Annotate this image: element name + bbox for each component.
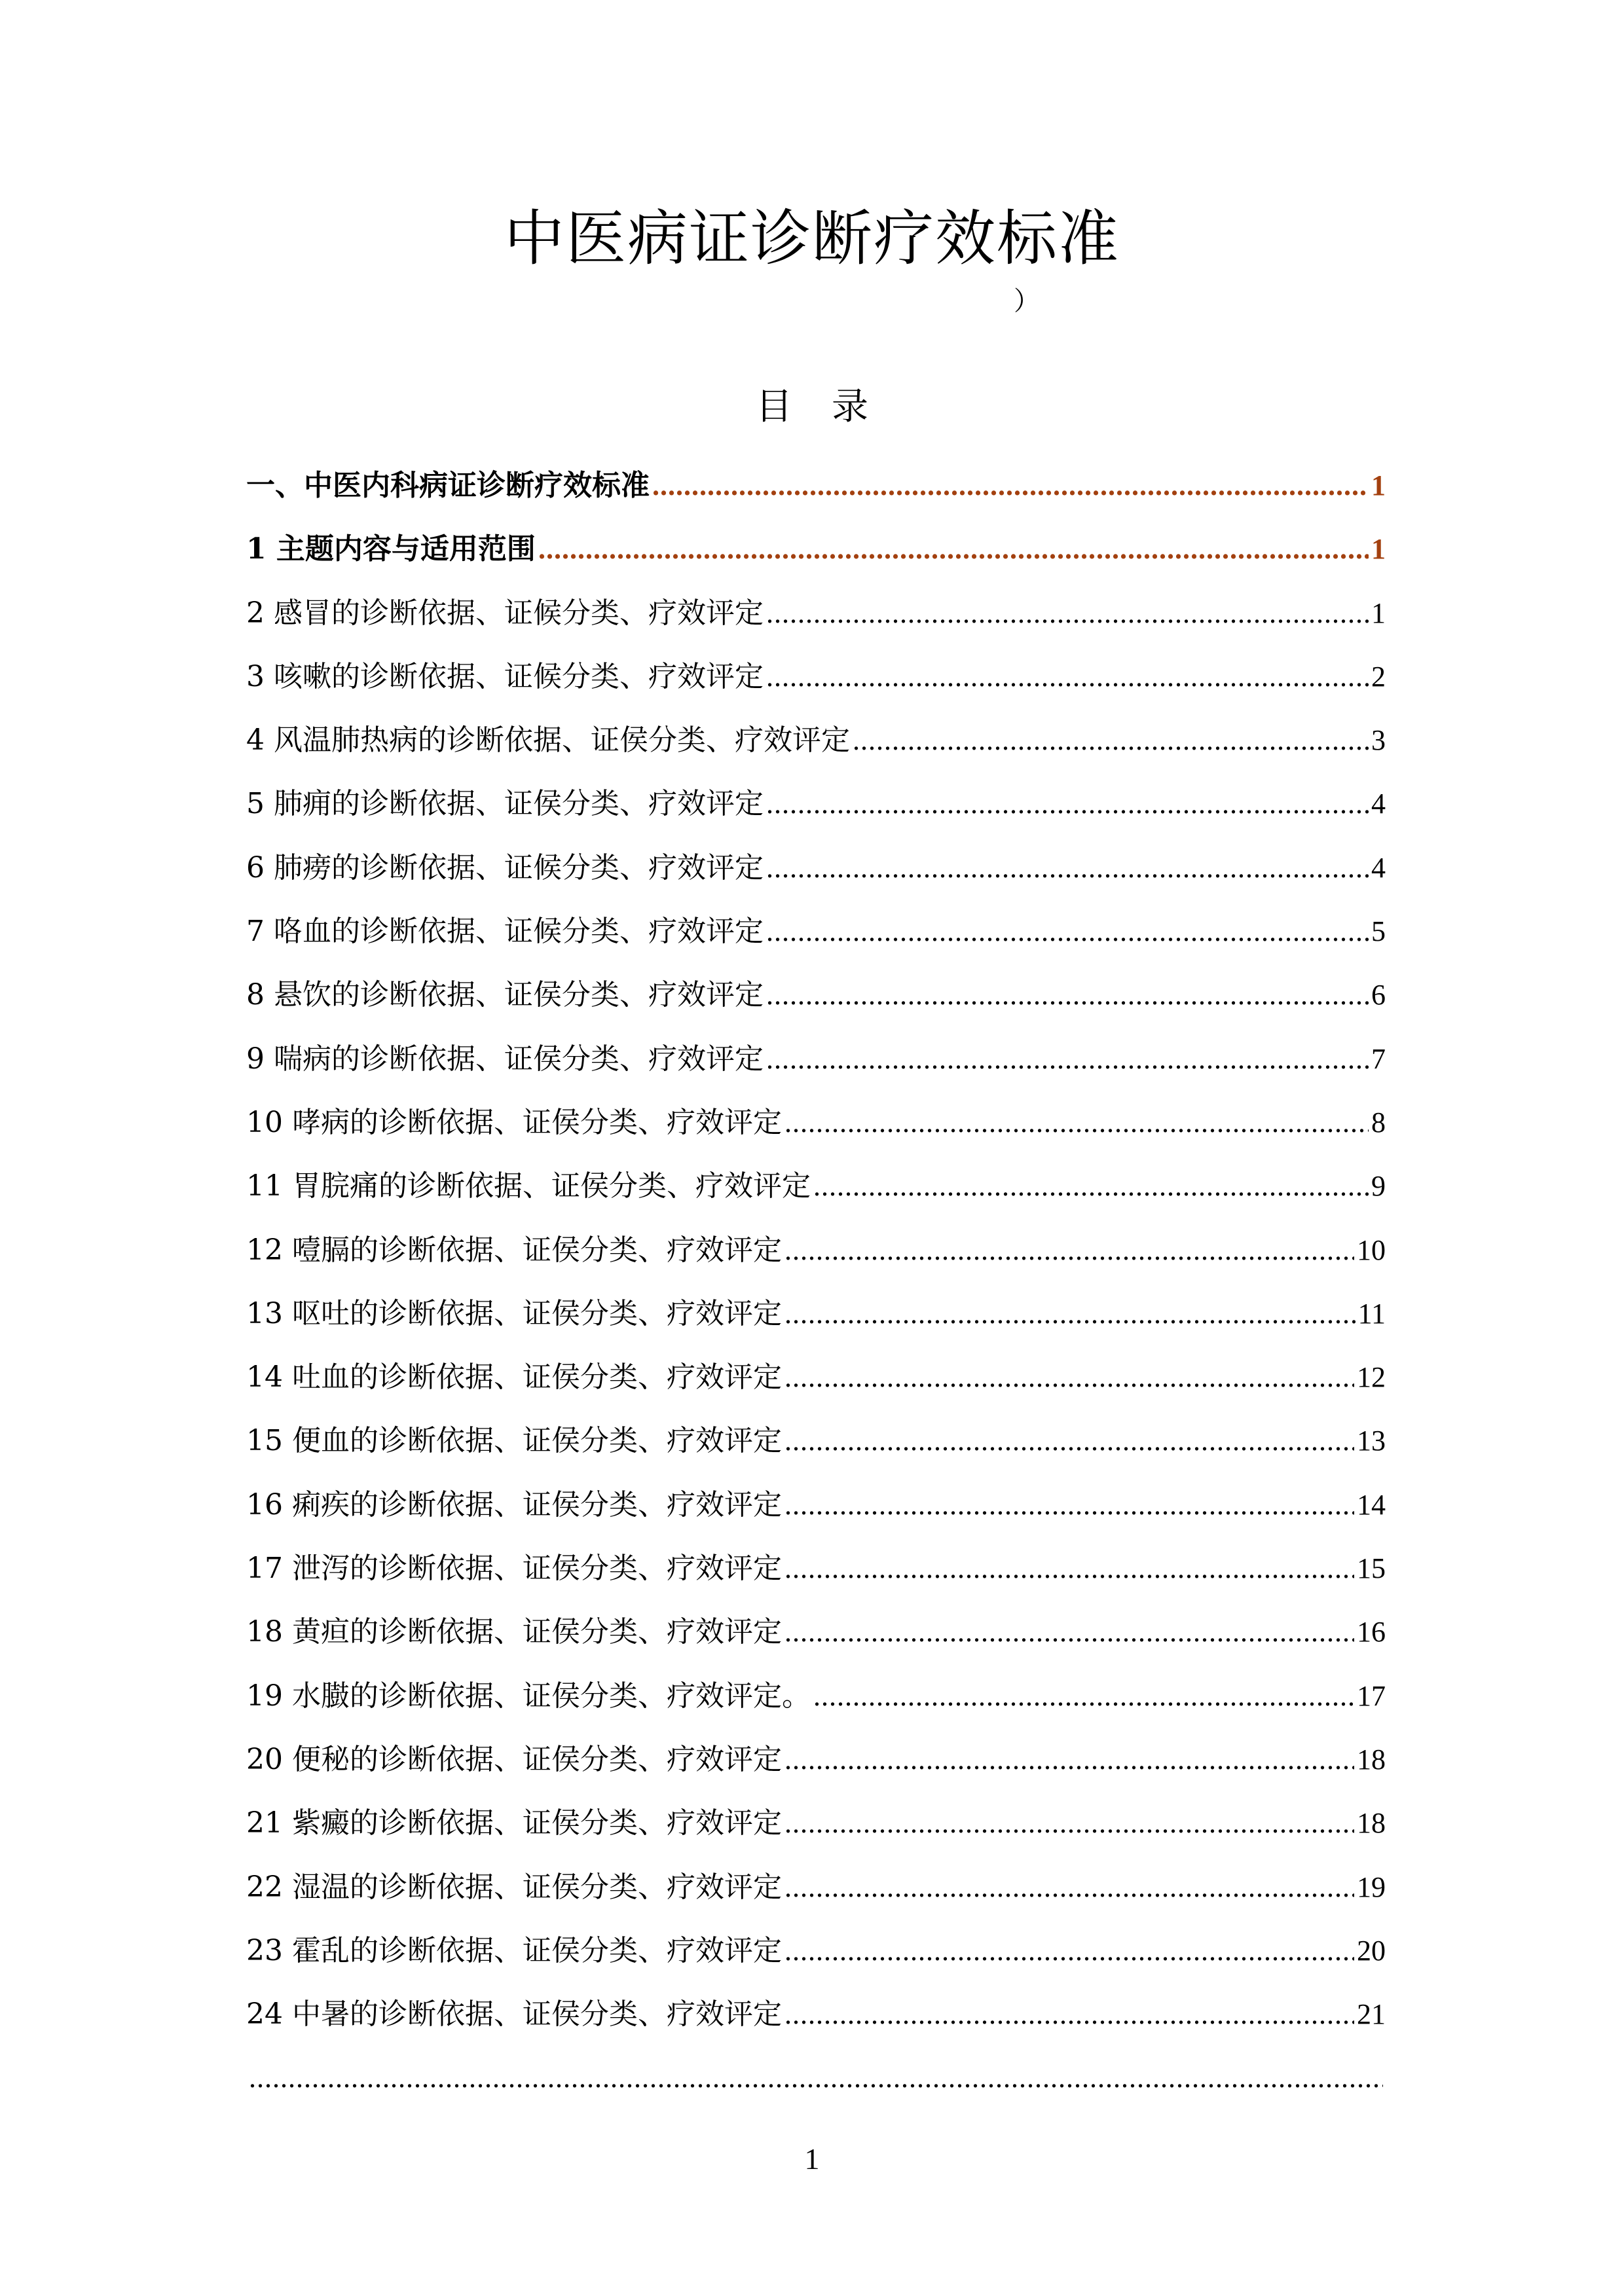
dot-leader bbox=[652, 466, 1369, 505]
toc-entry-page: 18 bbox=[1357, 1807, 1386, 1840]
toc-entry-page: 8 bbox=[1371, 1106, 1386, 1139]
toc-entry-label: 16 痢疾的诊断依据、证侯分类、疗效评定 bbox=[246, 1487, 782, 1522]
dot-leader bbox=[784, 1421, 1354, 1461]
toc-entry-label: 2 感冒的诊断依据、证候分类、疗效评定 bbox=[246, 596, 764, 630]
footer-page-number: 1 bbox=[804, 2142, 820, 2176]
toc-entry[interactable] bbox=[246, 594, 1386, 657]
table-of-contents bbox=[246, 466, 1386, 2123]
toc-entry-label: 20 便秘的诊断依据、证侯分类、疗效评定 bbox=[246, 1742, 782, 1776]
toc-entry-page: 16 bbox=[1357, 1616, 1386, 1649]
toc-entry[interactable] bbox=[246, 912, 1386, 975]
document-title: 中医病证诊断疗效标准 bbox=[504, 204, 1120, 274]
dot-leader bbox=[784, 1103, 1369, 1142]
toc-entry-page: 7 bbox=[1371, 1042, 1386, 1075]
dot-leader bbox=[784, 1740, 1354, 1779]
toc-entry[interactable] bbox=[246, 848, 1386, 912]
toc-entry[interactable] bbox=[246, 784, 1386, 848]
toc-entry-label: 15 便血的诊断依据、证侯分类、疗效评定 bbox=[246, 1424, 782, 1458]
dot-leader bbox=[766, 912, 1369, 951]
toc-entry[interactable] bbox=[246, 975, 1386, 1039]
dot-leader bbox=[853, 721, 1369, 760]
toc-heading-char-1: 目 bbox=[756, 386, 792, 428]
toc-entry-label: 10 哮病的诊断依据、证侯分类、疗效评定 bbox=[246, 1105, 782, 1139]
toc-entry[interactable] bbox=[246, 1231, 1386, 1294]
toc-entry-page: 1 bbox=[1371, 469, 1386, 501]
dot-leader bbox=[249, 2058, 1383, 2098]
toc-entry-label: 3 咳嗽的诊断依据、证候分类、疗效评定 bbox=[246, 659, 764, 693]
toc-entry-page: 15 bbox=[1357, 1552, 1386, 1585]
toc-entry-page: 6 bbox=[1371, 979, 1386, 1011]
dot-leader bbox=[813, 1167, 1369, 1206]
toc-entry-page: 10 bbox=[1357, 1233, 1386, 1266]
toc-entry-label: 6 肺痨的诊断依据、证候分类、疗效评定 bbox=[246, 850, 764, 884]
toc-entry[interactable] bbox=[246, 1868, 1386, 1931]
toc-entry-page: 3 bbox=[1371, 724, 1386, 757]
toc-entry-label: 12 噎膈的诊断依据、证侯分类、疗效评定 bbox=[246, 1233, 782, 1267]
toc-entry[interactable] bbox=[246, 530, 1386, 593]
dot-leader bbox=[784, 1485, 1354, 1525]
toc-entry-page: 17 bbox=[1357, 1679, 1386, 1712]
toc-heading bbox=[0, 381, 1624, 433]
toc-entry-page: 2 bbox=[1371, 660, 1386, 693]
toc-entry[interactable] bbox=[246, 1931, 1386, 1995]
toc-entry-label: 4 风温肺热病的诊断依据、证侯分类、疗效评定 bbox=[246, 723, 850, 757]
toc-entry-label: 14 吐血的诊断依据、证侯分类、疗效评定 bbox=[246, 1360, 782, 1394]
toc-entry-page: 11 bbox=[1357, 1297, 1386, 1330]
dot-leader bbox=[784, 1358, 1354, 1397]
toc-entry[interactable] bbox=[246, 1995, 1386, 2058]
dot-leader bbox=[784, 1294, 1356, 1334]
dot-leader bbox=[784, 1995, 1354, 2034]
dot-leader bbox=[766, 594, 1369, 633]
toc-entry-label: 18 黄疸的诊断依据、证侯分类、疗效评定 bbox=[246, 1615, 782, 1649]
toc-entry-page: 19 bbox=[1357, 1870, 1386, 1903]
dot-leader bbox=[766, 1040, 1369, 1079]
dot-leader bbox=[784, 1931, 1354, 1971]
toc-entry[interactable] bbox=[246, 1677, 1386, 1740]
toc-entry-page: 20 bbox=[1357, 1934, 1386, 1967]
toc-entry-page: 18 bbox=[1357, 1743, 1386, 1776]
toc-entry[interactable] bbox=[246, 1485, 1386, 1549]
subtitle-fragment: ） bbox=[1014, 286, 1040, 316]
toc-entry-page: 1 bbox=[1371, 596, 1386, 629]
toc-entry[interactable] bbox=[246, 1358, 1386, 1421]
toc-entry-page: 21 bbox=[1357, 1998, 1386, 2031]
toc-entry-label: 17 泄泻的诊断依据、证侯分类、疗效评定 bbox=[246, 1552, 782, 1586]
dot-leader bbox=[784, 1549, 1354, 1588]
toc-entry-label: 19 水臌的诊断依据、证侯分类、疗效评定。 bbox=[246, 1679, 811, 1713]
dot-leader bbox=[766, 848, 1369, 888]
toc-entry[interactable] bbox=[246, 1167, 1386, 1230]
toc-entry-label: 21 紫癜的诊断依据、证侯分类、疗效评定 bbox=[246, 1806, 782, 1840]
toc-heading-char-2: 录 bbox=[832, 386, 868, 428]
toc-entry[interactable] bbox=[246, 1421, 1386, 1485]
toc-entry[interactable] bbox=[246, 657, 1386, 721]
dot-leader bbox=[766, 975, 1369, 1015]
toc-entry[interactable] bbox=[246, 1804, 1386, 1867]
toc-entry-label: 24 中暑的诊断依据、证侯分类、疗效评定 bbox=[246, 1997, 782, 2032]
toc-entry-label: 23 霍乱的诊断依据、证侯分类、疗效评定 bbox=[246, 1933, 782, 1967]
toc-entry-label: 22 湿温的诊断依据、证侯分类、疗效评定 bbox=[246, 1870, 782, 1904]
toc-entry-page: 1 bbox=[1371, 533, 1386, 566]
toc-entry-label: 11 胃脘痛的诊断依据、证侯分类、疗效评定 bbox=[246, 1169, 811, 1203]
dot-leader bbox=[784, 1613, 1354, 1652]
dot-leader bbox=[784, 1231, 1354, 1270]
toc-entry-page: 4 bbox=[1371, 788, 1386, 820]
dot-leader bbox=[784, 1804, 1354, 1843]
dot-leader bbox=[766, 657, 1369, 697]
toc-entry[interactable] bbox=[246, 2058, 1386, 2122]
toc-entry[interactable] bbox=[246, 1294, 1386, 1358]
toc-entry[interactable] bbox=[246, 721, 1386, 784]
toc-entry-page: 14 bbox=[1357, 1488, 1386, 1521]
toc-entry-label: 13 呕吐的诊断依据、证侯分类、疗效评定 bbox=[246, 1296, 782, 1330]
toc-entry[interactable] bbox=[246, 1103, 1386, 1167]
toc-entry-label: 9 喘病的诊断依据、证侯分类、疗效评定 bbox=[246, 1042, 764, 1076]
toc-entry-page: 12 bbox=[1357, 1361, 1386, 1394]
toc-entry-label: 5 肺痈的诊断依据、证侯分类、疗效评定 bbox=[246, 787, 764, 821]
dot-leader bbox=[766, 784, 1369, 824]
toc-entry-page: 4 bbox=[1371, 851, 1386, 884]
toc-entry-label: 一、中医内科病证诊断疗效标准 bbox=[246, 469, 650, 502]
toc-entry-page: 13 bbox=[1357, 1425, 1386, 1457]
toc-entry[interactable] bbox=[246, 466, 1386, 530]
toc-entry[interactable] bbox=[246, 1613, 1386, 1676]
toc-entry-page: 5 bbox=[1371, 915, 1386, 948]
toc-entry[interactable] bbox=[246, 1740, 1386, 1804]
toc-entry-label: 1 主题内容与适用范围 bbox=[246, 532, 536, 566]
toc-entry-label: 8 悬饮的诊断依据、证侯分类、疗效评定 bbox=[246, 978, 764, 1012]
toc-entry[interactable] bbox=[246, 1549, 1386, 1613]
dot-leader bbox=[784, 1868, 1354, 1907]
toc-entry-page: 9 bbox=[1371, 1170, 1386, 1203]
toc-entry[interactable] bbox=[246, 1040, 1386, 1103]
dot-leader bbox=[813, 1677, 1354, 1716]
toc-entry-label: 7 咯血的诊断依据、证候分类、疗效评定 bbox=[246, 915, 764, 949]
dot-leader bbox=[538, 530, 1369, 569]
